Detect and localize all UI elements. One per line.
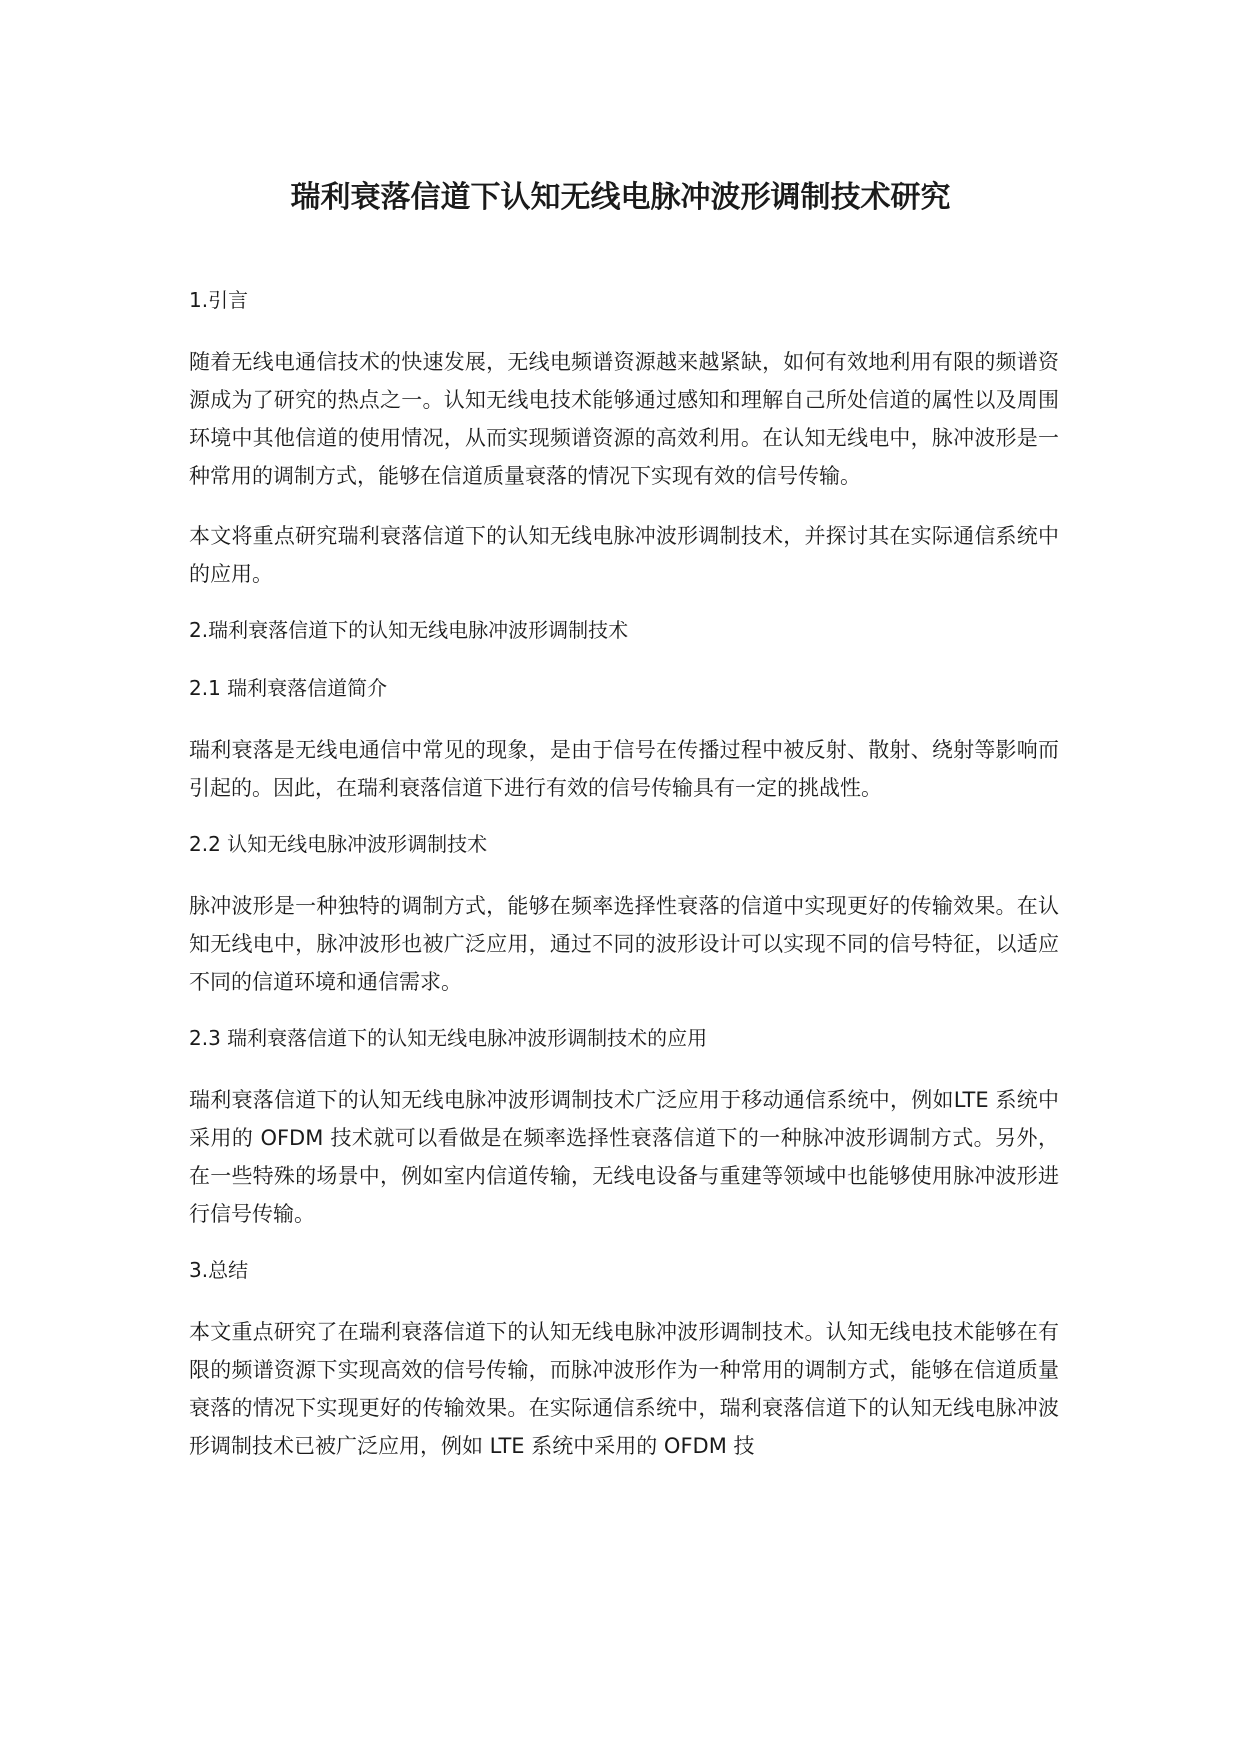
paragraph: 本文重点研究了在瑞利衰落信道下的认知无线电脉冲波形调制技术。认知无线电技术能够在有限的频谱资源下实现高效的信号传输，而脉冲波形作为一种常用的调制方式，能够在信道质量衰落的情况下实现更好的传输效果。在实际通信系统中，瑞利衰落信道下的认知无线电脉冲波形调制技术已被广泛应用，例如 LTE 系统中采用的 OFDM 技 <box>189 1320 1059 1458</box>
paragraph: 瑞利衰落是无线电通信中常见的现象，是由于信号在传播过程中被反射、散射、绕射等影响而引起的。因此，在瑞利衰落信道下进行有效的信号传输具有一定的挑战性。 <box>189 738 1059 800</box>
section-heading-technique: 2.瑞利衰落信道下的认知无线电脉冲波形调制技术 <box>189 618 629 642</box>
section-heading-introduction: 1.引言 <box>189 288 249 312</box>
subsection-heading-pulse-modulation: 2.2 认知无线电脉冲波形调制技术 <box>189 832 488 856</box>
paragraph: 本文将重点研究瑞利衰落信道下的认知无线电脉冲波形调制技术，并探讨其在实际通信系统中的应用。 <box>189 524 1059 586</box>
section-heading-summary: 3.总结 <box>189 1258 249 1282</box>
document-title: 瑞利衰落信道下认知无线电脉冲波形调制技术研究 <box>290 180 951 215</box>
paragraph: 脉冲波形是一种独特的调制方式，能够在频率选择性衰落的信道中实现更好的传输效果。在认知无线电中，脉冲波形也被广泛应用，通过不同的波形设计可以实现不同的信号特征，以适应不同的信道环境和通信需求。 <box>189 894 1059 994</box>
subsection-heading-rayleigh-intro: 2.1 瑞利衰落信道简介 <box>189 676 388 700</box>
paragraph: 随着无线电通信技术的快速发展，无线电频谱资源越来越紧缺，如何有效地利用有限的频谱资源成为了研究的热点之一。认知无线电技术能够通过感知和理解自己所处信道的属性以及周围环境中其他信道的使用情况，从而实现频谱资源的高效利用。在认知无线电中，脉冲波形是一种常用的调制方式，能够在信道质量衰落的情况下实现有效的信号传输。 <box>189 350 1059 488</box>
paragraph: 瑞利衰落信道下的认知无线电脉冲波形调制技术广泛应用于移动通信系统中，例如LTE 系统中采用的 OFDM 技术就可以看做是在频率选择性衰落信道下的一种脉冲波形调制方式。另外，在一些特殊的场景中，例如室内信道传输，无线电设备与重建等领域中也能够使用脉冲波形进行信号传输。 <box>189 1088 1059 1226</box>
subsection-heading-application: 2.3 瑞利衰落信道下的认知无线电脉冲波形调制技术的应用 <box>189 1026 708 1050</box>
document-body <box>189 285 1059 1487</box>
